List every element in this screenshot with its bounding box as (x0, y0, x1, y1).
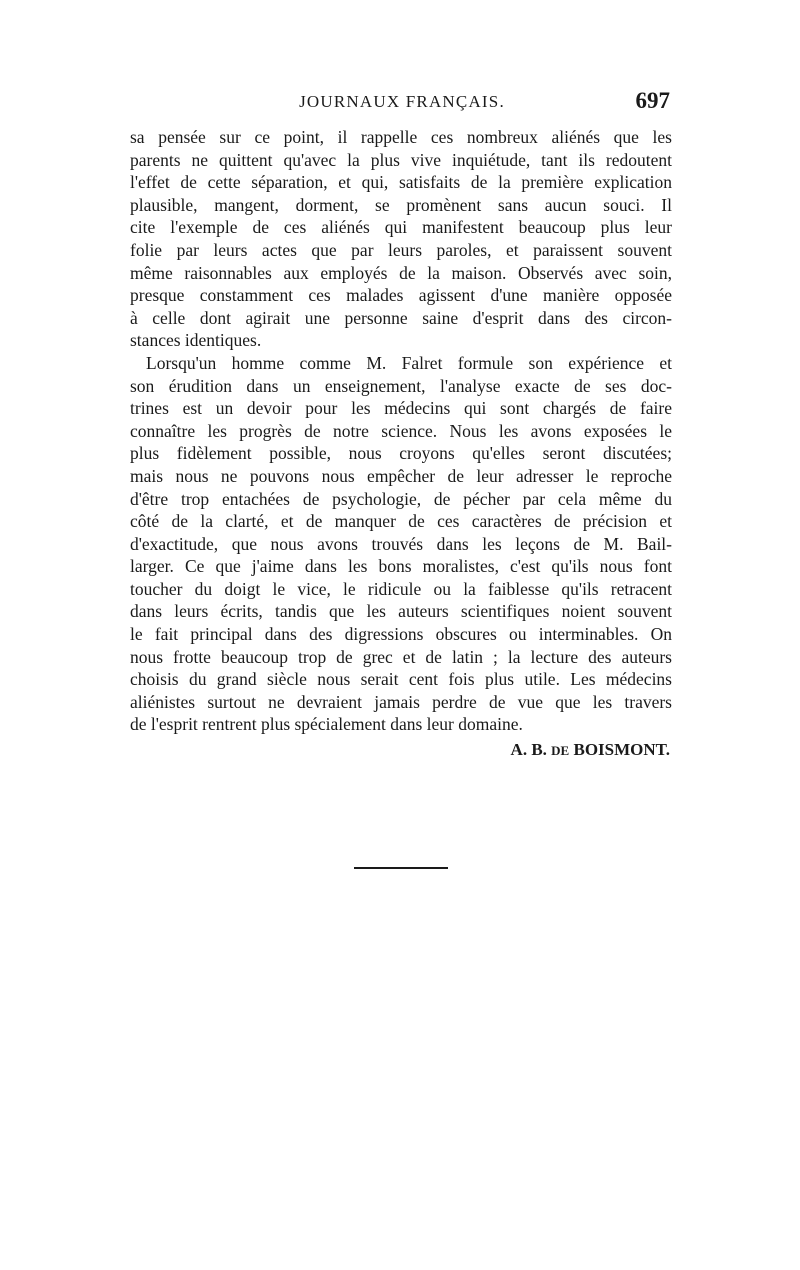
author-signature (130, 740, 672, 760)
text-line: même raisonnables aux employés de la maison. Observés avec soin, (130, 262, 672, 283)
body-text (130, 126, 672, 736)
text-line: de l'esprit rentrent plus spécialement dans leur domaine. (130, 714, 523, 735)
text-line: toucher du doigt le vice, le ridicule ou la faiblesse qu'ils retracent (130, 578, 672, 599)
text-line: folie par leurs actes que par leurs paroles, et paraissent souvent (130, 239, 672, 260)
running-title: JOURNAUX FRANÇAIS. (299, 92, 505, 111)
text-line: sa pensée sur ce point, il rappelle ces nombreux aliénés que les (130, 127, 672, 147)
text-line: choisis du grand siècle nous serait cent fois plus utile. Les médecins (130, 669, 672, 690)
text-line: parents ne quittent qu'avec la plus vive inquiétude, tant ils redoutent (130, 149, 672, 170)
paragraph-start-line: Lorsqu'un homme comme M. Falret formule son expérience et (146, 352, 672, 373)
text-line: plausible, mangent, dorment, se promènent sans aucun souci. Il (130, 194, 672, 215)
text-line: stances identiques. (130, 330, 262, 351)
page-number: 697 (635, 88, 670, 113)
text-line: mais nous ne pouvons nous empêcher de leur adresser le reproche (130, 465, 672, 486)
text-line: cite l'exemple de ces aliénés qui manifestent beaucoup plus leur (130, 217, 672, 238)
text-line: plus fidèlement possible, nous croyons qu'elles seront discutées; (130, 443, 672, 464)
running-head (134, 88, 670, 118)
text-line: le fait principal dans des digressions obscures ou interminables. On (130, 624, 672, 645)
end-rule (354, 867, 448, 869)
text-line: aliénistes surtout ne devraient jamais perdre de vue que les travers (130, 691, 672, 712)
text-line: presque constamment ces malades agissent d'une manière opposée (130, 285, 672, 306)
text-line: à celle dont agirait une personne saine d'esprit dans des circon- (130, 307, 672, 328)
text-line: trines est un devoir pour les médecins qui sont chargés de faire (130, 398, 672, 419)
text-line: d'être trop entachées de psychologie, de pécher par cela même du (130, 488, 672, 509)
text-line: son érudition dans un enseignement, l'analyse exacte de ses doc- (130, 375, 672, 396)
text-line: larger. Ce que j'aime dans les bons moralistes, c'est qu'ils nous font (130, 556, 672, 577)
signature-particle: DE (551, 743, 570, 758)
text-line: d'exactitude, que nous avons trouvés dans les leçons de M. Bail- (130, 533, 672, 554)
text-line: l'effet de cette séparation, et qui, satisfaits de la première explication (130, 172, 672, 193)
text-line: côté de la clarté, et de manquer de ces caractères de précision et (130, 511, 672, 532)
text-line: nous frotte beaucoup trop de grec et de latin ; la lecture des auteurs (130, 646, 672, 667)
signature-initials: A. B. (510, 740, 547, 759)
text-line: dans leurs écrits, tandis que les auteurs scientifiques noient souvent (130, 601, 672, 622)
text-line: connaître les progrès de notre science. Nous les avons exposées le (130, 420, 672, 441)
signature-name: BOISMONT. (573, 740, 670, 759)
